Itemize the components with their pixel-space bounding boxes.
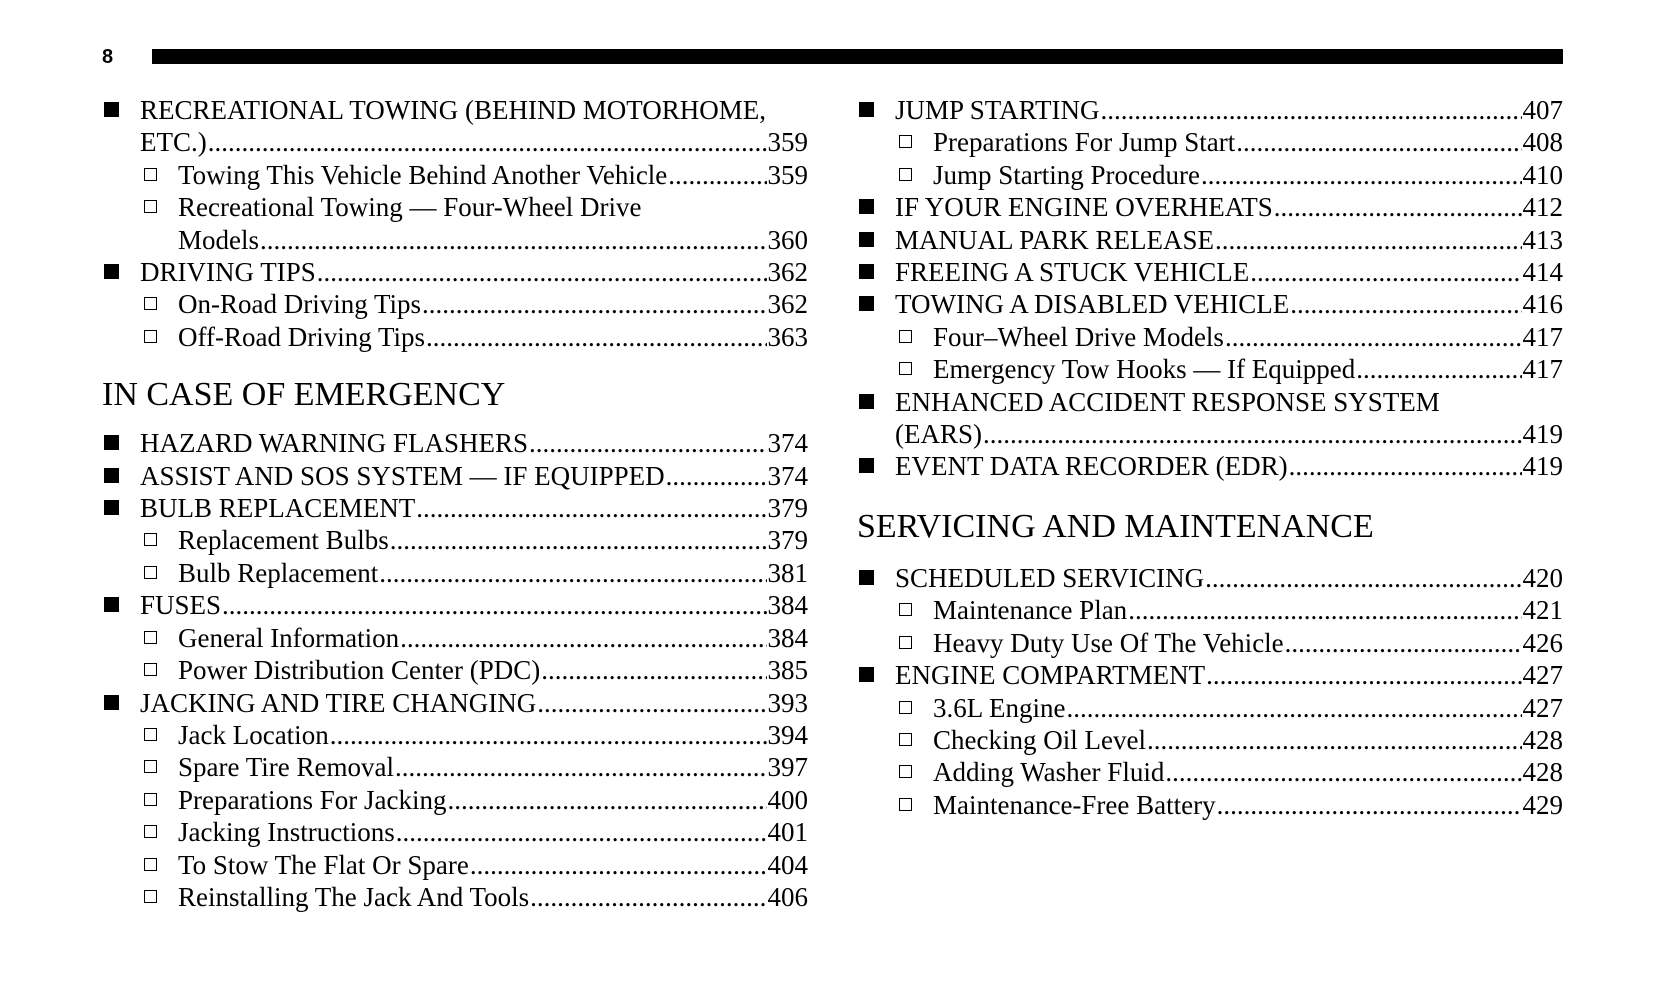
dot-leader: [208, 126, 767, 158]
toc-entry-title: Heavy Duty Use Of The Vehicle: [933, 627, 1284, 658]
toc-subentry[interactable]: [857, 321, 1563, 353]
toc-subentry[interactable]: [857, 353, 1563, 385]
toc-page-number: 414: [1522, 257, 1563, 288]
toc-entry-line: [933, 353, 1563, 385]
toc-entry[interactable]: [102, 427, 808, 459]
toc-page-number: 397: [767, 752, 808, 783]
toc-entry[interactable]: [857, 256, 1563, 288]
toc-entry[interactable]: [102, 94, 808, 159]
dot-leader: [416, 492, 766, 524]
dot-leader: [1206, 659, 1521, 691]
filled-square-bullet-icon: [859, 667, 874, 682]
toc-entry-line: [178, 159, 808, 191]
toc-entry[interactable]: [857, 659, 1563, 691]
toc-entry-title: Models: [178, 224, 259, 255]
toc-subentry[interactable]: [102, 654, 808, 686]
toc-entry-line: [895, 659, 1563, 691]
toc-subentry[interactable]: [102, 321, 808, 353]
toc-left-column: [102, 94, 808, 913]
toc-entry-line: [178, 557, 808, 589]
hollow-square-bullet-icon: [144, 760, 157, 773]
toc-page-number: 393: [767, 687, 808, 718]
toc-page-number: 413: [1522, 224, 1563, 255]
toc-entry-title: Replacement Bulbs: [178, 525, 389, 556]
toc-entry-title: ASSIST AND SOS SYSTEM — IF EQUIPPED: [140, 460, 665, 491]
toc-entry[interactable]: [102, 460, 808, 492]
dot-leader: [529, 427, 766, 459]
toc-page-number: 426: [1522, 627, 1563, 658]
dot-leader: [1285, 627, 1522, 659]
section-heading-emergency: IN CASE OF EMERGENCY: [102, 376, 506, 414]
toc-entry-line: [178, 784, 808, 816]
toc-page-number: 420: [1522, 562, 1563, 593]
toc-entry-line: [140, 427, 808, 459]
dot-leader: [530, 881, 766, 913]
toc-page-number: 384: [767, 590, 808, 621]
hollow-square-bullet-icon: [144, 890, 157, 903]
toc-page-number: 363: [767, 321, 808, 352]
toc-entry-line: [933, 321, 1563, 353]
toc-entry-title: TOWING A DISABLED VEHICLE: [895, 289, 1290, 320]
dot-leader: [1217, 789, 1522, 821]
hollow-square-bullet-icon: [144, 200, 157, 213]
hollow-square-bullet-icon: [144, 728, 157, 741]
toc-entry-title: Jump Starting Procedure: [933, 159, 1200, 190]
toc-page-number: 412: [1522, 192, 1563, 223]
toc-entry-line: [895, 562, 1563, 594]
toc-entry-title: JUMP STARTING: [895, 95, 1100, 125]
toc-entry-line: [178, 849, 808, 881]
toc-entry-list: [857, 94, 1563, 483]
toc-entry-line: [178, 654, 808, 686]
toc-entry-line: [178, 622, 808, 654]
toc-page-number: 359: [767, 159, 808, 190]
toc-entry-title: Maintenance-Free Battery: [933, 789, 1216, 820]
toc-page-number: 385: [767, 655, 808, 686]
toc-entry-title: Adding Washer Fluid: [933, 757, 1165, 788]
toc-subentry[interactable]: [102, 557, 808, 589]
toc-entry-title: Spare Tire Removal: [178, 752, 394, 783]
toc-entry-title: EVENT DATA RECORDER (EDR): [895, 451, 1288, 482]
dot-leader: [1225, 321, 1522, 353]
toc-page-number: 410: [1522, 159, 1563, 190]
toc-subentry[interactable]: [102, 784, 808, 816]
toc-entry-line: [140, 492, 808, 524]
toc-entry-title: Power Distribution Center (PDC): [178, 655, 541, 686]
hollow-square-bullet-icon: [899, 168, 912, 181]
toc-entry-title: Preparations For Jacking: [178, 784, 447, 815]
hollow-square-bullet-icon: [899, 636, 912, 649]
filled-square-bullet-icon: [859, 102, 874, 117]
dot-leader: [1147, 724, 1522, 756]
toc-entry-title: Emergency Tow Hooks — If Equipped: [933, 354, 1356, 385]
dot-leader: [1165, 756, 1521, 788]
toc-entry-title-line: ENHANCED ACCIDENT RESPONSE SYSTEM: [895, 386, 1440, 417]
toc-page-number: 428: [1522, 757, 1563, 788]
filled-square-bullet-icon: [859, 458, 874, 473]
toc-page-number: 360: [767, 224, 808, 255]
hollow-square-bullet-icon: [899, 701, 912, 714]
toc-subentry[interactable]: [857, 126, 1563, 158]
toc-page-number: 417: [1522, 354, 1563, 385]
toc-page-number: 404: [767, 849, 808, 880]
dot-leader: [1236, 126, 1521, 158]
toc-entry-title: Off-Road Driving Tips: [178, 321, 426, 352]
toc-entry[interactable]: [857, 191, 1563, 223]
filled-square-bullet-icon: [859, 199, 874, 214]
toc-page-number: 401: [767, 817, 808, 848]
toc-entry[interactable]: [857, 94, 1563, 126]
dot-leader: [395, 751, 767, 783]
toc-entry[interactable]: [857, 224, 1563, 256]
toc-subentry[interactable]: [857, 692, 1563, 724]
dot-leader: [379, 557, 766, 589]
header-rule: [152, 49, 1563, 64]
toc-entry-title: Towing This Vehicle Behind Another Vehicle: [178, 159, 668, 190]
filled-square-bullet-icon: [104, 468, 119, 483]
toc-page-number: 359: [767, 127, 808, 158]
dot-leader: [1356, 353, 1521, 385]
toc-entry-line: [895, 256, 1563, 288]
toc-entry-title: Four–Wheel Drive Models: [933, 321, 1224, 352]
hollow-square-bullet-icon: [144, 825, 157, 838]
toc-entry-list: [102, 94, 808, 353]
toc-entry-line: [140, 256, 808, 288]
filled-square-bullet-icon: [859, 296, 874, 311]
toc-page-number: 416: [1522, 289, 1563, 320]
toc-entry-line: [933, 789, 1563, 821]
hollow-square-bullet-icon: [899, 362, 912, 375]
toc-entry-title: ETC.): [140, 127, 207, 158]
dot-leader: [260, 224, 767, 256]
filled-square-bullet-icon: [859, 570, 874, 585]
toc-entry-title: FREEING A STUCK VEHICLE: [895, 257, 1250, 288]
filled-square-bullet-icon: [104, 264, 119, 279]
toc-entry-line: [178, 224, 808, 256]
dot-leader: [422, 288, 766, 320]
toc-subentry[interactable]: [857, 724, 1563, 756]
filled-square-bullet-icon: [859, 232, 874, 247]
dot-leader: [447, 784, 766, 816]
hollow-square-bullet-icon: [144, 858, 157, 871]
toc-page-number: 407: [1522, 95, 1563, 125]
toc-entry-title: Reinstalling The Jack And Tools: [178, 881, 530, 912]
hollow-square-bullet-icon: [899, 765, 912, 778]
toc-entry-line: [933, 126, 1563, 158]
toc-page-number: 428: [1522, 724, 1563, 755]
toc-subentry[interactable]: [102, 849, 808, 881]
toc-page-number: 408: [1522, 127, 1563, 158]
dot-leader: [1250, 256, 1521, 288]
filled-square-bullet-icon: [859, 394, 874, 409]
toc-page-number: 400: [767, 784, 808, 815]
toc-entry[interactable]: [857, 288, 1563, 320]
toc-entry[interactable]: [102, 256, 808, 288]
toc-entry-title: (EARS): [895, 419, 982, 450]
toc-entry-title: Jack Location: [178, 719, 329, 750]
hollow-square-bullet-icon: [144, 566, 157, 579]
dot-leader: [1128, 594, 1521, 626]
toc-entry-title: To Stow The Flat Or Spare: [178, 849, 469, 880]
dot-leader: [1289, 450, 1522, 482]
toc-page-number: 421: [1522, 595, 1563, 626]
toc-entry-line: [140, 687, 808, 719]
toc-page-number: 374: [767, 428, 808, 459]
toc-entry-line: [895, 94, 1563, 126]
toc-entry-line: [933, 594, 1563, 626]
toc-page-number: 417: [1522, 321, 1563, 352]
toc-entry-title: Checking Oil Level: [933, 724, 1146, 755]
hollow-square-bullet-icon: [144, 533, 157, 546]
toc-page-number: 419: [1522, 451, 1563, 482]
dot-leader: [983, 418, 1522, 450]
toc-entry-title: MANUAL PARK RELEASE: [895, 224, 1215, 255]
toc-entry-title: FUSES: [140, 590, 222, 621]
toc-entry-line: [933, 724, 1563, 756]
toc-subentry[interactable]: [857, 627, 1563, 659]
dot-leader: [1274, 191, 1522, 223]
hollow-square-bullet-icon: [144, 297, 157, 310]
toc-entry-line: [178, 881, 808, 913]
hollow-square-bullet-icon: [144, 663, 157, 676]
hollow-square-bullet-icon: [144, 168, 157, 181]
toc-subentry[interactable]: [102, 751, 808, 783]
toc-entry-line: [178, 524, 808, 556]
toc-entry-title: 3.6L Engine: [933, 692, 1066, 723]
dot-leader: [330, 719, 767, 751]
dot-leader: [1290, 288, 1521, 320]
dot-leader: [541, 654, 766, 686]
toc-entry-title-line: Recreational Towing — Four-Wheel Drive: [178, 192, 642, 223]
dot-leader: [400, 622, 766, 654]
toc-entry-line: [178, 288, 808, 320]
hollow-square-bullet-icon: [899, 135, 912, 148]
toc-entry-line: [895, 418, 1563, 450]
filled-square-bullet-icon: [104, 500, 119, 515]
toc-page-number: 406: [767, 881, 808, 912]
toc-entry-line: [140, 460, 808, 492]
toc-entry-line: [933, 692, 1563, 724]
toc-entry-title: General Information: [178, 622, 400, 653]
toc-entry-line: [140, 126, 808, 158]
toc-subentry[interactable]: [102, 622, 808, 654]
toc-entry-line: [933, 627, 1563, 659]
toc-page-number: 427: [1522, 660, 1563, 691]
hollow-square-bullet-icon: [899, 330, 912, 343]
toc-entry-title: ENGINE COMPARTMENT: [895, 660, 1206, 691]
toc-entry-title: BULB REPLACEMENT: [140, 493, 416, 524]
page-number: 8: [102, 46, 114, 68]
toc-entry-title-line: RECREATIONAL TOWING (BEHIND MOTORHOME,: [140, 95, 766, 125]
toc-entry-line: [895, 288, 1563, 320]
dot-leader: [1101, 94, 1522, 126]
dot-leader: [222, 589, 766, 621]
toc-subentry[interactable]: [102, 719, 808, 751]
toc-entry-title: JACKING AND TIRE CHANGING: [140, 687, 537, 718]
toc-subentry[interactable]: [857, 159, 1563, 191]
dot-leader: [537, 687, 766, 719]
toc-page-number: 419: [1522, 419, 1563, 450]
toc-entry-title: Preparations For Jump Start: [933, 127, 1236, 158]
toc-entry-title: SCHEDULED SERVICING: [895, 562, 1205, 593]
toc-subentry[interactable]: [102, 524, 808, 556]
hollow-square-bullet-icon: [899, 603, 912, 616]
toc-entry-title: Jacking Instructions: [178, 817, 395, 848]
toc-entry-title: Bulb Replacement: [178, 557, 379, 588]
toc-entry-title: HAZARD WARNING FLASHERS: [140, 428, 529, 459]
toc-subentry[interactable]: [102, 191, 808, 256]
toc-page-number: 379: [767, 525, 808, 556]
toc-entry-line: [933, 756, 1563, 788]
toc-page-number: 381: [767, 557, 808, 588]
toc-page-number: 379: [767, 493, 808, 524]
toc-entry-title: IF YOUR ENGINE OVERHEATS: [895, 192, 1273, 223]
dot-leader: [470, 849, 767, 881]
toc-subentry[interactable]: [857, 789, 1563, 821]
toc-page-number: 427: [1522, 692, 1563, 723]
hollow-square-bullet-icon: [144, 631, 157, 644]
toc-entry-title: DRIVING TIPS: [140, 257, 316, 288]
dot-leader: [396, 816, 767, 848]
toc-entry-title: On-Road Driving Tips: [178, 289, 422, 320]
toc-entry-line: [178, 816, 808, 848]
toc-subentry[interactable]: [857, 594, 1563, 626]
dot-leader: [426, 321, 766, 353]
dot-leader: [1066, 692, 1521, 724]
toc-subentry[interactable]: [102, 159, 808, 191]
toc-entry[interactable]: [102, 492, 808, 524]
filled-square-bullet-icon: [859, 264, 874, 279]
toc-entry-line: [933, 159, 1563, 191]
dot-leader: [668, 159, 766, 191]
section-heading-servicing: SERVICING AND MAINTENANCE: [857, 507, 1374, 545]
toc-entry[interactable]: [857, 386, 1563, 451]
filled-square-bullet-icon: [104, 695, 119, 710]
toc-entry-line: [895, 191, 1563, 223]
toc-page-number: 362: [767, 289, 808, 320]
hollow-square-bullet-icon: [144, 330, 157, 343]
toc-page-number: 384: [767, 622, 808, 653]
dot-leader: [1215, 224, 1521, 256]
toc-entry[interactable]: [102, 589, 808, 621]
filled-square-bullet-icon: [104, 597, 119, 612]
toc-entry[interactable]: [102, 687, 808, 719]
toc-entry-list: [102, 427, 808, 913]
toc-subentry[interactable]: [857, 756, 1563, 788]
dot-leader: [390, 524, 767, 556]
toc-entry-line: [895, 224, 1563, 256]
toc-page-number: 394: [767, 719, 808, 750]
toc-entry[interactable]: [857, 450, 1563, 482]
dot-leader: [317, 256, 767, 288]
hollow-square-bullet-icon: [899, 798, 912, 811]
dot-leader: [1201, 159, 1522, 191]
toc-entry-line: [140, 589, 808, 621]
dot-leader: [1205, 562, 1521, 594]
toc-page-number: 362: [767, 257, 808, 288]
toc-entry-title: Maintenance Plan: [933, 595, 1128, 626]
toc-entry-line: [178, 719, 808, 751]
toc-entry[interactable]: [857, 562, 1563, 594]
toc-subentry[interactable]: [102, 288, 808, 320]
hollow-square-bullet-icon: [144, 793, 157, 806]
toc-entry-line: [178, 321, 808, 353]
toc-subentry[interactable]: [102, 816, 808, 848]
toc-right-column: [857, 94, 1563, 821]
toc-page-number: 374: [767, 460, 808, 491]
toc-page-number: 429: [1522, 789, 1563, 820]
filled-square-bullet-icon: [104, 435, 119, 450]
toc-entry-list: [857, 562, 1563, 821]
filled-square-bullet-icon: [104, 102, 119, 117]
hollow-square-bullet-icon: [899, 733, 912, 746]
toc-subentry[interactable]: [102, 881, 808, 913]
dot-leader: [666, 460, 767, 492]
toc-entry-line: [895, 450, 1563, 482]
toc-entry-line: [178, 751, 808, 783]
